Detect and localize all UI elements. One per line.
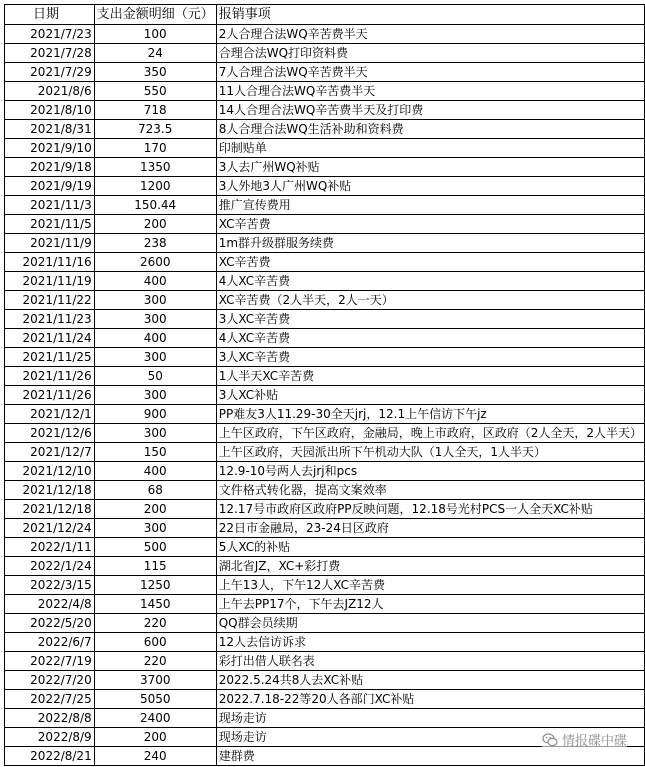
date-cell: 2022/4/8 [5,595,95,614]
date-cell: 2022/8/9 [5,728,95,747]
date-cell: 2022/6/7 [5,633,95,652]
date-cell: 2021/12/7 [5,443,95,462]
date-cell: 2022/7/20 [5,671,95,690]
table-row [5,120,645,139]
note-cell: 上午去PP17个，下午去JZ12人 [216,595,644,614]
table-row [5,443,645,462]
date-cell: 2021/12/10 [5,462,95,481]
amount-cell: 718 [94,101,216,120]
table-row [5,652,645,671]
amount-cell: 100 [94,25,216,44]
note-cell: 3人外地3人广州WQ补贴 [216,177,644,196]
amount-cell: 220 [94,652,216,671]
date-cell: 2022/7/25 [5,690,95,709]
table-row [5,310,645,329]
header-date: 日期 [5,5,95,25]
table-row [5,424,645,443]
amount-cell: 900 [94,405,216,424]
date-cell: 2021/7/28 [5,44,95,63]
table-row [5,671,645,690]
note-cell: 22日市金融局，23-24日区政府 [216,519,644,538]
table-row [5,519,645,538]
note-cell: 彩打出借人联名表 [216,652,644,671]
table-row [5,462,645,481]
date-cell: 2021/12/18 [5,481,95,500]
amount-cell: 400 [94,329,216,348]
date-cell: 2021/11/19 [5,272,95,291]
date-cell: 2021/11/22 [5,291,95,310]
date-cell: 2022/8/8 [5,709,95,728]
table-row [5,595,645,614]
table-row [5,709,645,728]
date-cell: 2021/11/9 [5,234,95,253]
amount-cell: 238 [94,234,216,253]
table-row [5,690,645,709]
amount-cell: 300 [94,519,216,538]
table-row [5,405,645,424]
date-cell: 2022/3/15 [5,576,95,595]
note-cell: XC辛苦费 [216,215,644,234]
date-cell: 2021/11/16 [5,253,95,272]
amount-cell: 68 [94,481,216,500]
amount-cell: 300 [94,386,216,405]
note-cell: 12人去信访诉求 [216,633,644,652]
date-cell: 2021/7/29 [5,63,95,82]
date-cell: 2021/11/24 [5,329,95,348]
note-cell: QQ群会员续期 [216,614,644,633]
amount-cell: 1250 [94,576,216,595]
amount-cell: 723.5 [94,120,216,139]
date-cell: 2021/11/5 [5,215,95,234]
date-cell: 2021/9/10 [5,139,95,158]
amount-cell: 50 [94,367,216,386]
amount-cell: 300 [94,424,216,443]
amount-cell: 24 [94,44,216,63]
note-cell: 2022.7.18-22等20人各部门XC补贴 [216,690,644,709]
date-cell: 2021/8/31 [5,120,95,139]
note-cell: 7人合理合法WQ辛苦费半天 [216,63,644,82]
amount-cell: 150 [94,443,216,462]
date-cell: 2021/11/25 [5,348,95,367]
amount-cell: 550 [94,82,216,101]
amount-cell: 115 [94,557,216,576]
watermark [542,730,627,749]
date-cell: 2022/1/11 [5,538,95,557]
note-cell: 2022.5.24共8人去XC补贴 [216,671,644,690]
expense-table [4,4,645,766]
table-row [5,614,645,633]
amount-cell: 1450 [94,595,216,614]
amount-cell: 600 [94,633,216,652]
date-cell: 2021/11/26 [5,367,95,386]
amount-cell: 500 [94,538,216,557]
note-cell: 3人去广州WQ补贴 [216,158,644,177]
note-cell: 1人半天XC辛苦费 [216,367,644,386]
note-cell: 8人合理合法WQ生活补助和资料费 [216,120,644,139]
note-cell: 4人XC辛苦费 [216,272,644,291]
amount-cell: 3700 [94,671,216,690]
note-cell: 3人XC辛苦费 [216,310,644,329]
note-cell: 1m群升级群服务续费 [216,234,644,253]
amount-cell: 220 [94,614,216,633]
table-row [5,63,645,82]
note-cell: XC辛苦费 [216,253,644,272]
header-note: 报销事项 [216,5,644,25]
date-cell: 2021/12/18 [5,500,95,519]
amount-cell: 200 [94,728,216,747]
date-cell: 2021/9/18 [5,158,95,177]
wechat-icon [542,732,558,748]
amount-cell: 300 [94,310,216,329]
table-row [5,348,645,367]
note-cell: 4人XC辛苦费 [216,329,644,348]
amount-cell: 300 [94,291,216,310]
table-row [5,25,645,44]
amount-cell: 1350 [94,158,216,177]
table-row [5,367,645,386]
table-row [5,576,645,595]
note-cell: 印制贴单 [216,139,644,158]
date-cell: 2021/11/26 [5,386,95,405]
date-cell: 2022/8/21 [5,747,95,766]
note-cell: 5人XC的补贴 [216,538,644,557]
date-cell: 2021/7/23 [5,25,95,44]
note-cell: 合理合法WQ打印资料费 [216,44,644,63]
table-row [5,633,645,652]
watermark-text: 情报碟中碟 [561,734,627,749]
note-cell: 建群费 [216,747,644,766]
amount-cell: 2600 [94,253,216,272]
note-cell: 现场走访 [216,709,644,728]
amount-cell: 150.44 [94,196,216,215]
date-cell: 2021/8/6 [5,82,95,101]
amount-cell: 1200 [94,177,216,196]
amount-cell: 350 [94,63,216,82]
note-cell: 14人合理合法WQ辛苦费半天及打印费 [216,101,644,120]
note-cell: 2人合理合法WQ辛苦费半天 [216,25,644,44]
table-row [5,481,645,500]
note-cell: 上午区政府，下午区政府，金融局，晚上市政府，区政府（2人全天，2人半天） [216,424,644,443]
note-cell: 湖北省JZ，XC+彩打费 [216,557,644,576]
table-row [5,253,645,272]
table-row [5,500,645,519]
date-cell: 2022/7/19 [5,652,95,671]
header-row [5,5,645,25]
note-cell: 12.9-10号两人去jrj和pcs [216,462,644,481]
date-cell: 2021/11/23 [5,310,95,329]
note-cell: 3人XC补贴 [216,386,644,405]
table-row [5,139,645,158]
amount-cell: 400 [94,462,216,481]
table-row [5,557,645,576]
note-cell: 11人合理合法WQ辛苦费半天 [216,82,644,101]
note-cell: 3人XC辛苦费 [216,348,644,367]
table-row [5,291,645,310]
date-cell: 2022/1/24 [5,557,95,576]
note-cell: 12.17号市政府区政府PP反映问题，12.18号光村PCS一人全天XC补贴 [216,500,644,519]
note-cell: 上午区政府，天园派出所下午机动大队（1人全天，1人半天） [216,443,644,462]
date-cell: 2021/12/24 [5,519,95,538]
note-cell: 上午13人，下午12人XC辛苦费 [216,576,644,595]
date-cell: 2021/12/6 [5,424,95,443]
amount-cell: 5050 [94,690,216,709]
amount-cell: 400 [94,272,216,291]
note-cell: XC辛苦费（2人半天，2人一天） [216,291,644,310]
date-cell: 2021/11/3 [5,196,95,215]
table-row [5,177,645,196]
table-row [5,44,645,63]
amount-cell: 2400 [94,709,216,728]
date-cell: 2021/12/1 [5,405,95,424]
header-amount: 支出金额明细（元） [94,5,216,25]
table-row [5,101,645,120]
note-cell: PP难友3人11.29-30全天jrj，12.1上午信访下午jz [216,405,644,424]
amount-cell: 200 [94,500,216,519]
table-row [5,82,645,101]
date-cell: 2021/9/19 [5,177,95,196]
table-row [5,329,645,348]
amount-cell: 170 [94,139,216,158]
date-cell: 2022/5/20 [5,614,95,633]
table-row [5,158,645,177]
date-cell: 2021/8/10 [5,101,95,120]
table-row [5,272,645,291]
amount-cell: 200 [94,215,216,234]
note-cell: 现场走访 [216,728,644,747]
table-row [5,215,645,234]
note-cell: 推广宣传费用 [216,196,644,215]
note-cell: 文件格式转化器，提高文案效率 [216,481,644,500]
table-row [5,234,645,253]
amount-cell: 300 [94,348,216,367]
table-row [5,196,645,215]
table-row [5,538,645,557]
amount-cell: 240 [94,747,216,766]
table-row [5,386,645,405]
table-row [5,747,645,766]
